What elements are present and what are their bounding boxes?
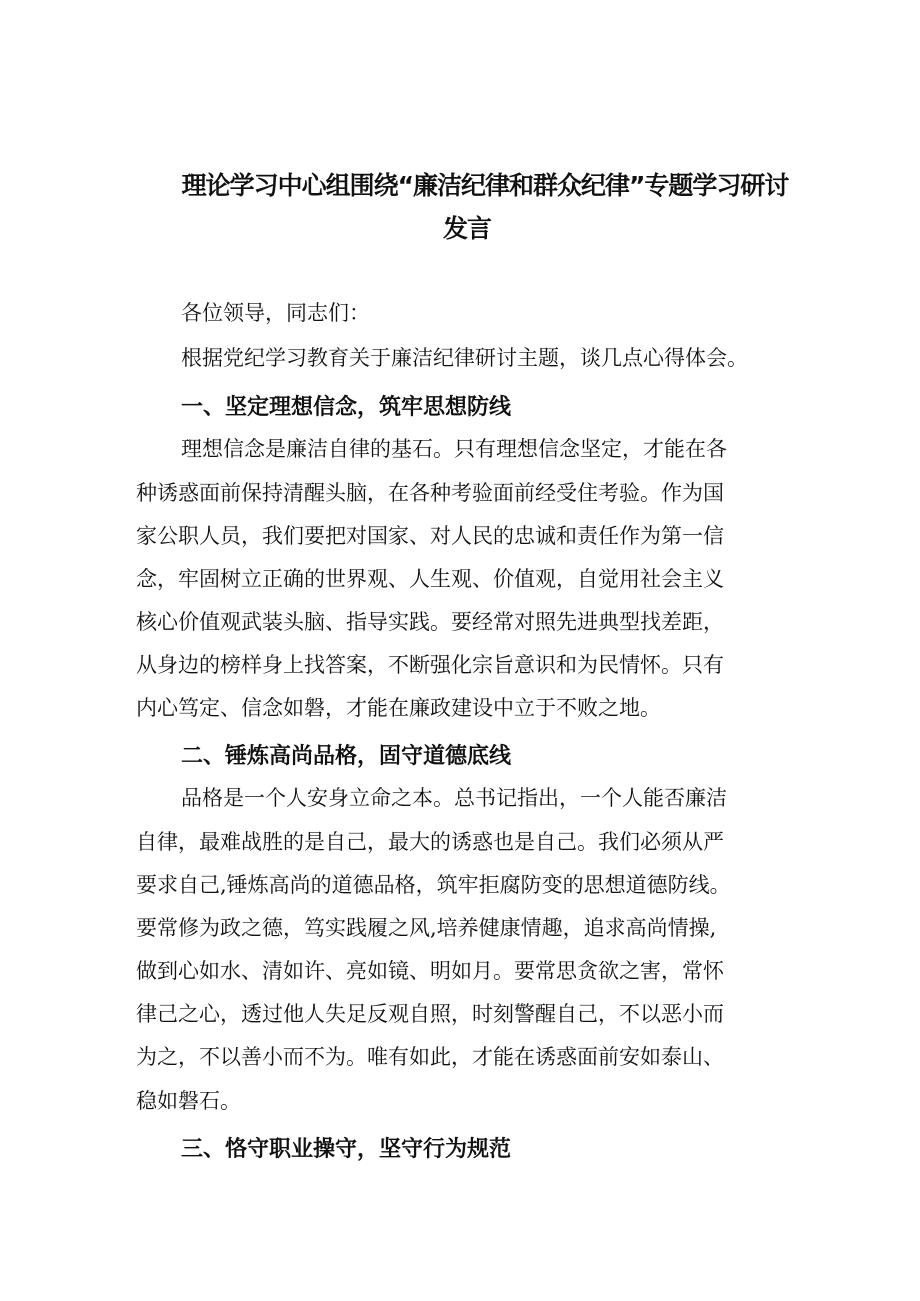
section2-line: 要求自己,锤炼高尚的道德品格，筑牢拒腐防变的思想道德防线。 [136,873,731,897]
intro-paragraph: 根据党纪学习教育关于廉洁纪律研讨主题，谈几点心得体会。 [181,346,748,370]
section1-line: 内心笃定、信念如磐，才能在廉政建设中立于不败之地。 [136,696,661,720]
section1-line: 理想信念是廉洁自律的基石。只有理想信念坚定，才能在各 [181,437,727,461]
section2-line: 律己之心，透过他人失足反观自照，时刻警醒自己，不以恶小而 [136,1002,724,1026]
section2-line: 稳如磐石。 [136,1089,241,1113]
section3-heading: 三、恪守职业操守，坚守行为规范 [181,1137,512,1162]
section2-line: 品格是一个人安身立命之本。总书记指出，一个人能否廉洁 [181,786,727,810]
salutation: 各位领导，同志们： [181,301,370,325]
section1-heading: 一、坚定理想信念，筑牢思想防线 [181,395,512,420]
document-title-line2: 发言 [442,214,491,243]
section1-line: 念，牢固树立正确的世界观、人生观、价值观，自觉用社会主义 [136,567,724,591]
section2-line: 自律，最难战胜的是自己，最大的诱惑也是自己。我们必须从严 [136,830,724,854]
section2-heading: 二、锤炼高尚品格，固守道德底线 [181,744,512,769]
section1-line: 核心价值观武装头脑、指导实践。要经常对照先进典型找差距， [136,610,724,634]
section1-line: 种诱惑面前保持清醒头脑，在各种考验面前经受住考验。作为国 [136,481,724,505]
section1-line: 家公职人员，我们要把对国家、对人民的忠诚和责任作为第一信 [136,524,724,548]
document-title-line1: 理论学习中心组围绕“廉洁纪律和群众纪律”专题学习研讨 [181,171,789,200]
section2-line: 要常修为政之德，笃实践履之风,培养健康情趣，追求高尚情操, [136,916,717,940]
section2-line: 为之，不以善小而不为。唯有如此，才能在诱惑面前安如泰山、 [136,1045,724,1069]
section1-line: 从身边的榜样身上找答案，不断强化宗旨意识和为民情怀。只有 [136,653,724,677]
section2-line: 做到心如水、清如许、亮如镜、明如月。要常思贪欲之害，常怀 [136,959,724,983]
